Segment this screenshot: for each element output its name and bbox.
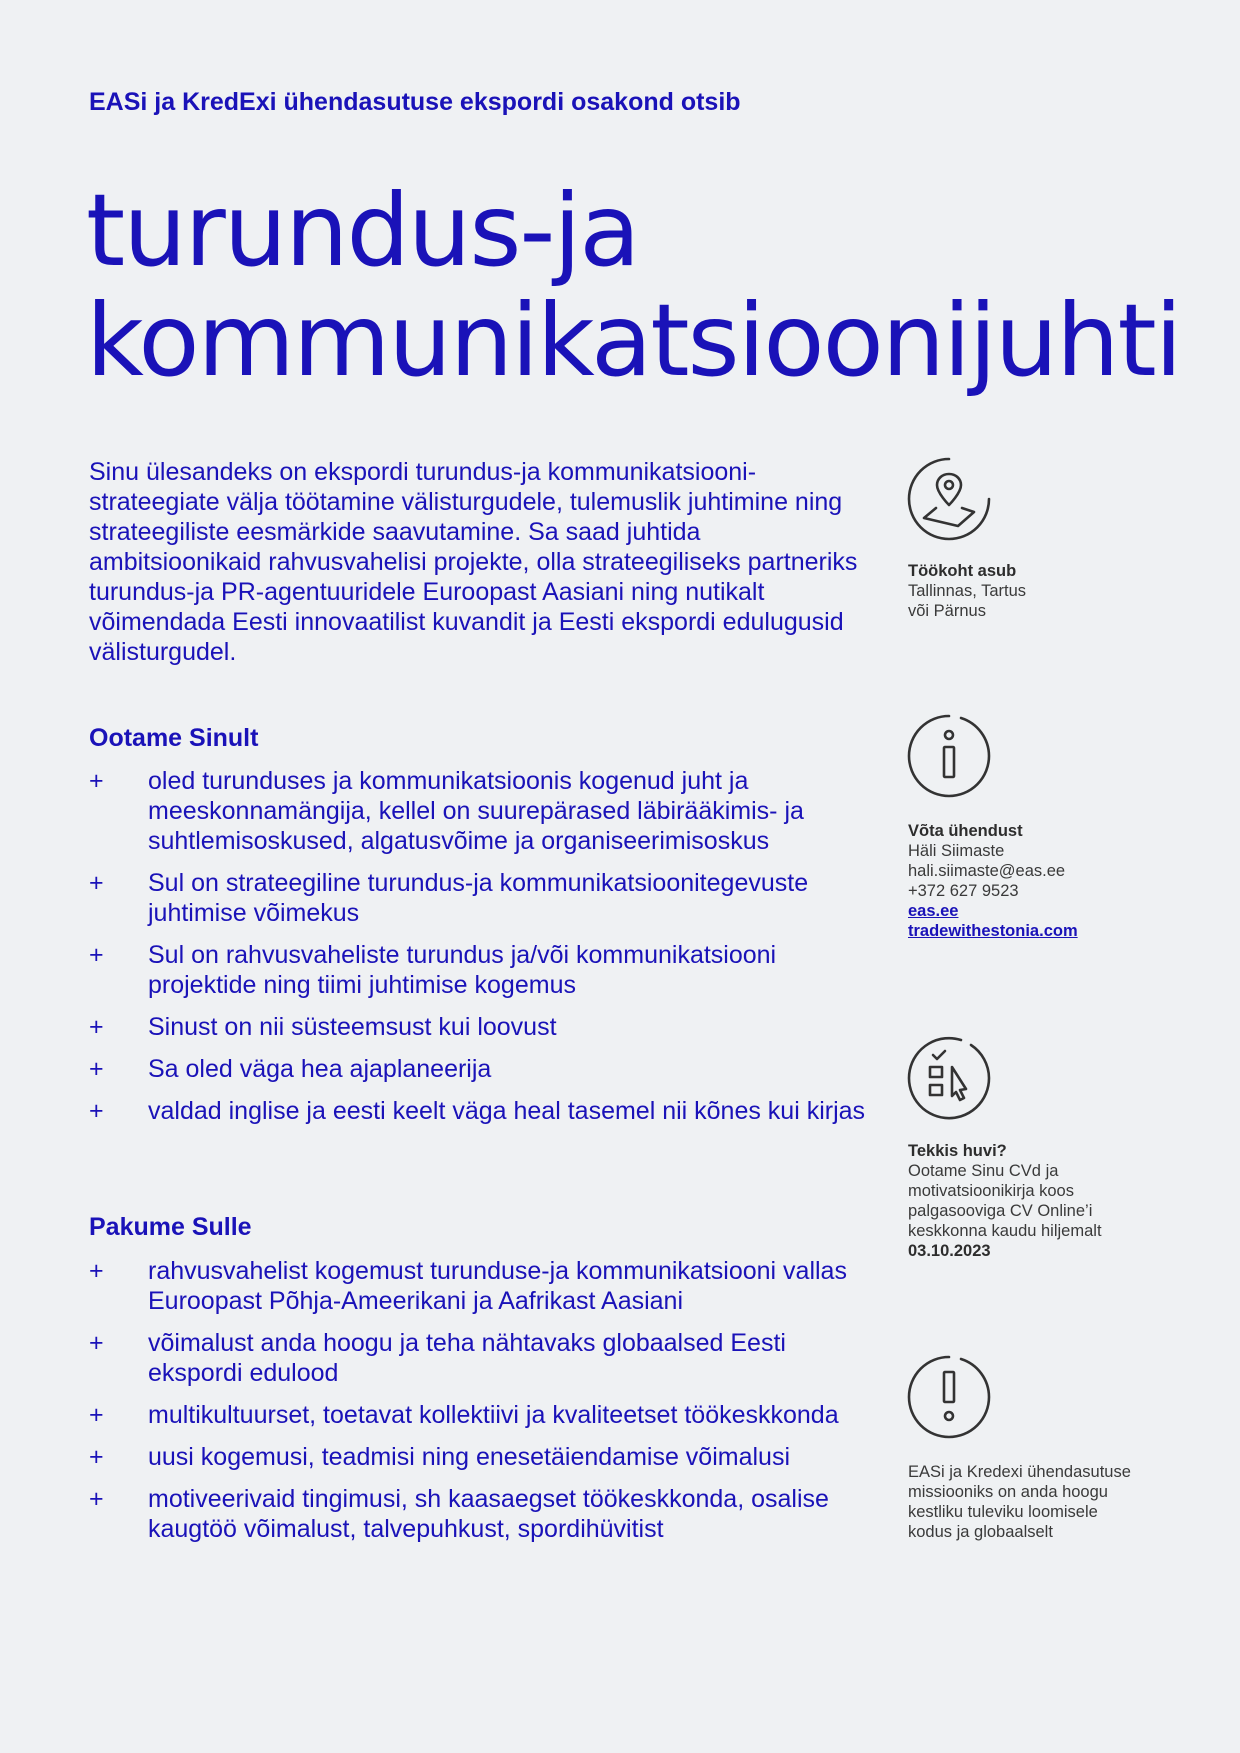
- list-item-text: võimalust anda hoogu ja teha nähtavaks globaalsed Eesti ekspordi edulood: [148, 1329, 786, 1387]
- list-item-text: oled turunduses ja kommunikatsioonis kogenud juht ja meeskonnamängija, kellel on suurepärased läbirääkimis- ja suhtlemisoskused, algatusvõime ja organiseerimisoskus: [148, 767, 804, 855]
- mission-info: [908, 1462, 1168, 1542]
- tradewithestonia-link[interactable]: tradewithestonia.com: [908, 922, 1078, 940]
- list-item-text: motiveerivaid tingimusi, sh kaasaegset töökeskkonda, osalise kaugtöö võimalust, talvepuhkust, spordihüvitist: [148, 1485, 829, 1543]
- offer-heading: Pakume Sulle: [89, 1213, 252, 1241]
- expect-list: [89, 766, 879, 1138]
- apply-text: motivatsioonikirja koos: [908, 1182, 1074, 1200]
- list-item: [89, 1096, 879, 1126]
- job-title-line-1: turundus-ja: [86, 172, 639, 289]
- expect-heading: Ootame Sinult: [89, 724, 259, 752]
- apply-deadline: 03.10.2023: [908, 1242, 991, 1260]
- eyebrow-heading: EASi ja KredExi ühendasutuse ekspordi osakond otsib: [89, 88, 741, 116]
- info-icon: [906, 713, 992, 799]
- list-item: [89, 1256, 879, 1316]
- list-item-text: Sul on rahvusvaheliste turundus ja/või kommunikatsiooni projektide ning tiimi juhtimise kogemus: [148, 941, 777, 999]
- mission-text: missiooniks on anda hoogu: [908, 1483, 1108, 1501]
- plus-marker: +: [89, 1097, 104, 1125]
- apply-text: keskkonna kaudu hiljemalt: [908, 1222, 1102, 1240]
- eas-link[interactable]: eas.ee: [908, 902, 959, 920]
- contact-name: Häli Siimaste: [908, 842, 1005, 860]
- exclamation-icon: [906, 1354, 992, 1440]
- list-item: [89, 1442, 879, 1472]
- list-item: [89, 1484, 879, 1544]
- list-item-text: rahvusvahelist kogemust turunduse-ja kommunikatsiooni vallas Euroopast Põhja-Ameerikani ja Aafrikast Aasiani: [148, 1257, 847, 1315]
- apply-text: palgasooviga CV Online’i: [908, 1202, 1093, 1220]
- plus-marker: +: [89, 1329, 104, 1357]
- contact-heading: Võta ühendust: [908, 822, 1023, 840]
- apply-text: Ootame Sinu CVd ja: [908, 1162, 1059, 1180]
- contact-info: [908, 821, 1168, 941]
- apply-heading: Tekkis huvi?: [908, 1142, 1007, 1160]
- plus-marker: +: [89, 1401, 104, 1429]
- plus-marker: +: [89, 1013, 104, 1041]
- job-title-line-2: kommunikatsioonijuhti: [86, 282, 1181, 399]
- location-text: või Pärnus: [908, 602, 986, 620]
- location-heading: Töökoht asub: [908, 562, 1017, 580]
- list-item-text: Sinust on nii süsteemsust kui loovust: [148, 1013, 557, 1041]
- list-item-text: Sul on strateegiline turundus-ja kommunikatsioonitegevuste juhtimise võimekus: [148, 869, 809, 927]
- list-item-text: multikultuurset, toetavat kollektiivi ja kvaliteetset töökeskkonda: [148, 1401, 839, 1429]
- mission-text: EASi ja Kredexi ühendasutuse: [908, 1463, 1131, 1481]
- plus-marker: +: [89, 1485, 104, 1513]
- list-item-text: Sa oled väga hea ajaplaneerija: [148, 1055, 492, 1083]
- intro-paragraph: Sinu ülesandeks on ekspordi turundus-ja kommunikatsiooni-strateegiate välja töötamine välisturgudele, tulemuslik juhtimine ning strateegiliste eesmärkide saavutamine. Sa saad juhtida ambitsioonikaid rahvusvahelisi projekte, olla strateegiliseks partneriks turundus-ja PR-agentuuridele Euroopast Aasiani ning nutikalt võimendada Eesti innovaatilist kuvandit ja Eesti ekspordi edulugusid välisturgudel.: [89, 458, 858, 666]
- list-item: [89, 940, 879, 1000]
- contact-phone[interactable]: +372 627 9523: [908, 882, 1019, 900]
- list-item: [89, 868, 879, 928]
- plus-marker: +: [89, 1443, 104, 1471]
- plus-marker: +: [89, 941, 104, 969]
- location-info: [908, 561, 1168, 621]
- job-title: [86, 172, 1181, 399]
- apply-info: [908, 1141, 1168, 1261]
- list-item-text: valdad inglise ja eesti keelt väga heal tasemel nii kõnes kui kirjas: [148, 1097, 866, 1125]
- plus-marker: +: [89, 869, 104, 897]
- list-item: [89, 1400, 879, 1430]
- list-item: [89, 1328, 879, 1388]
- plus-marker: +: [89, 1257, 104, 1285]
- list-item: [89, 1054, 879, 1084]
- location-pin-icon: [906, 456, 992, 542]
- contact-email[interactable]: hali.siimaste@eas.ee: [908, 862, 1066, 880]
- list-item-text: uusi kogemusi, teadmisi ning enesetäiendamise võimalusi: [148, 1443, 791, 1471]
- checklist-cursor-icon: [906, 1035, 992, 1121]
- offer-list: [89, 1256, 879, 1556]
- location-text: Tallinnas, Tartus: [908, 582, 1027, 600]
- plus-marker: +: [89, 1055, 104, 1083]
- mission-text: kestliku tuleviku loomisele: [908, 1503, 1098, 1521]
- plus-marker: +: [89, 767, 104, 795]
- list-item: [89, 766, 879, 856]
- mission-text: kodus ja globaalselt: [908, 1523, 1053, 1541]
- list-item: [89, 1012, 879, 1042]
